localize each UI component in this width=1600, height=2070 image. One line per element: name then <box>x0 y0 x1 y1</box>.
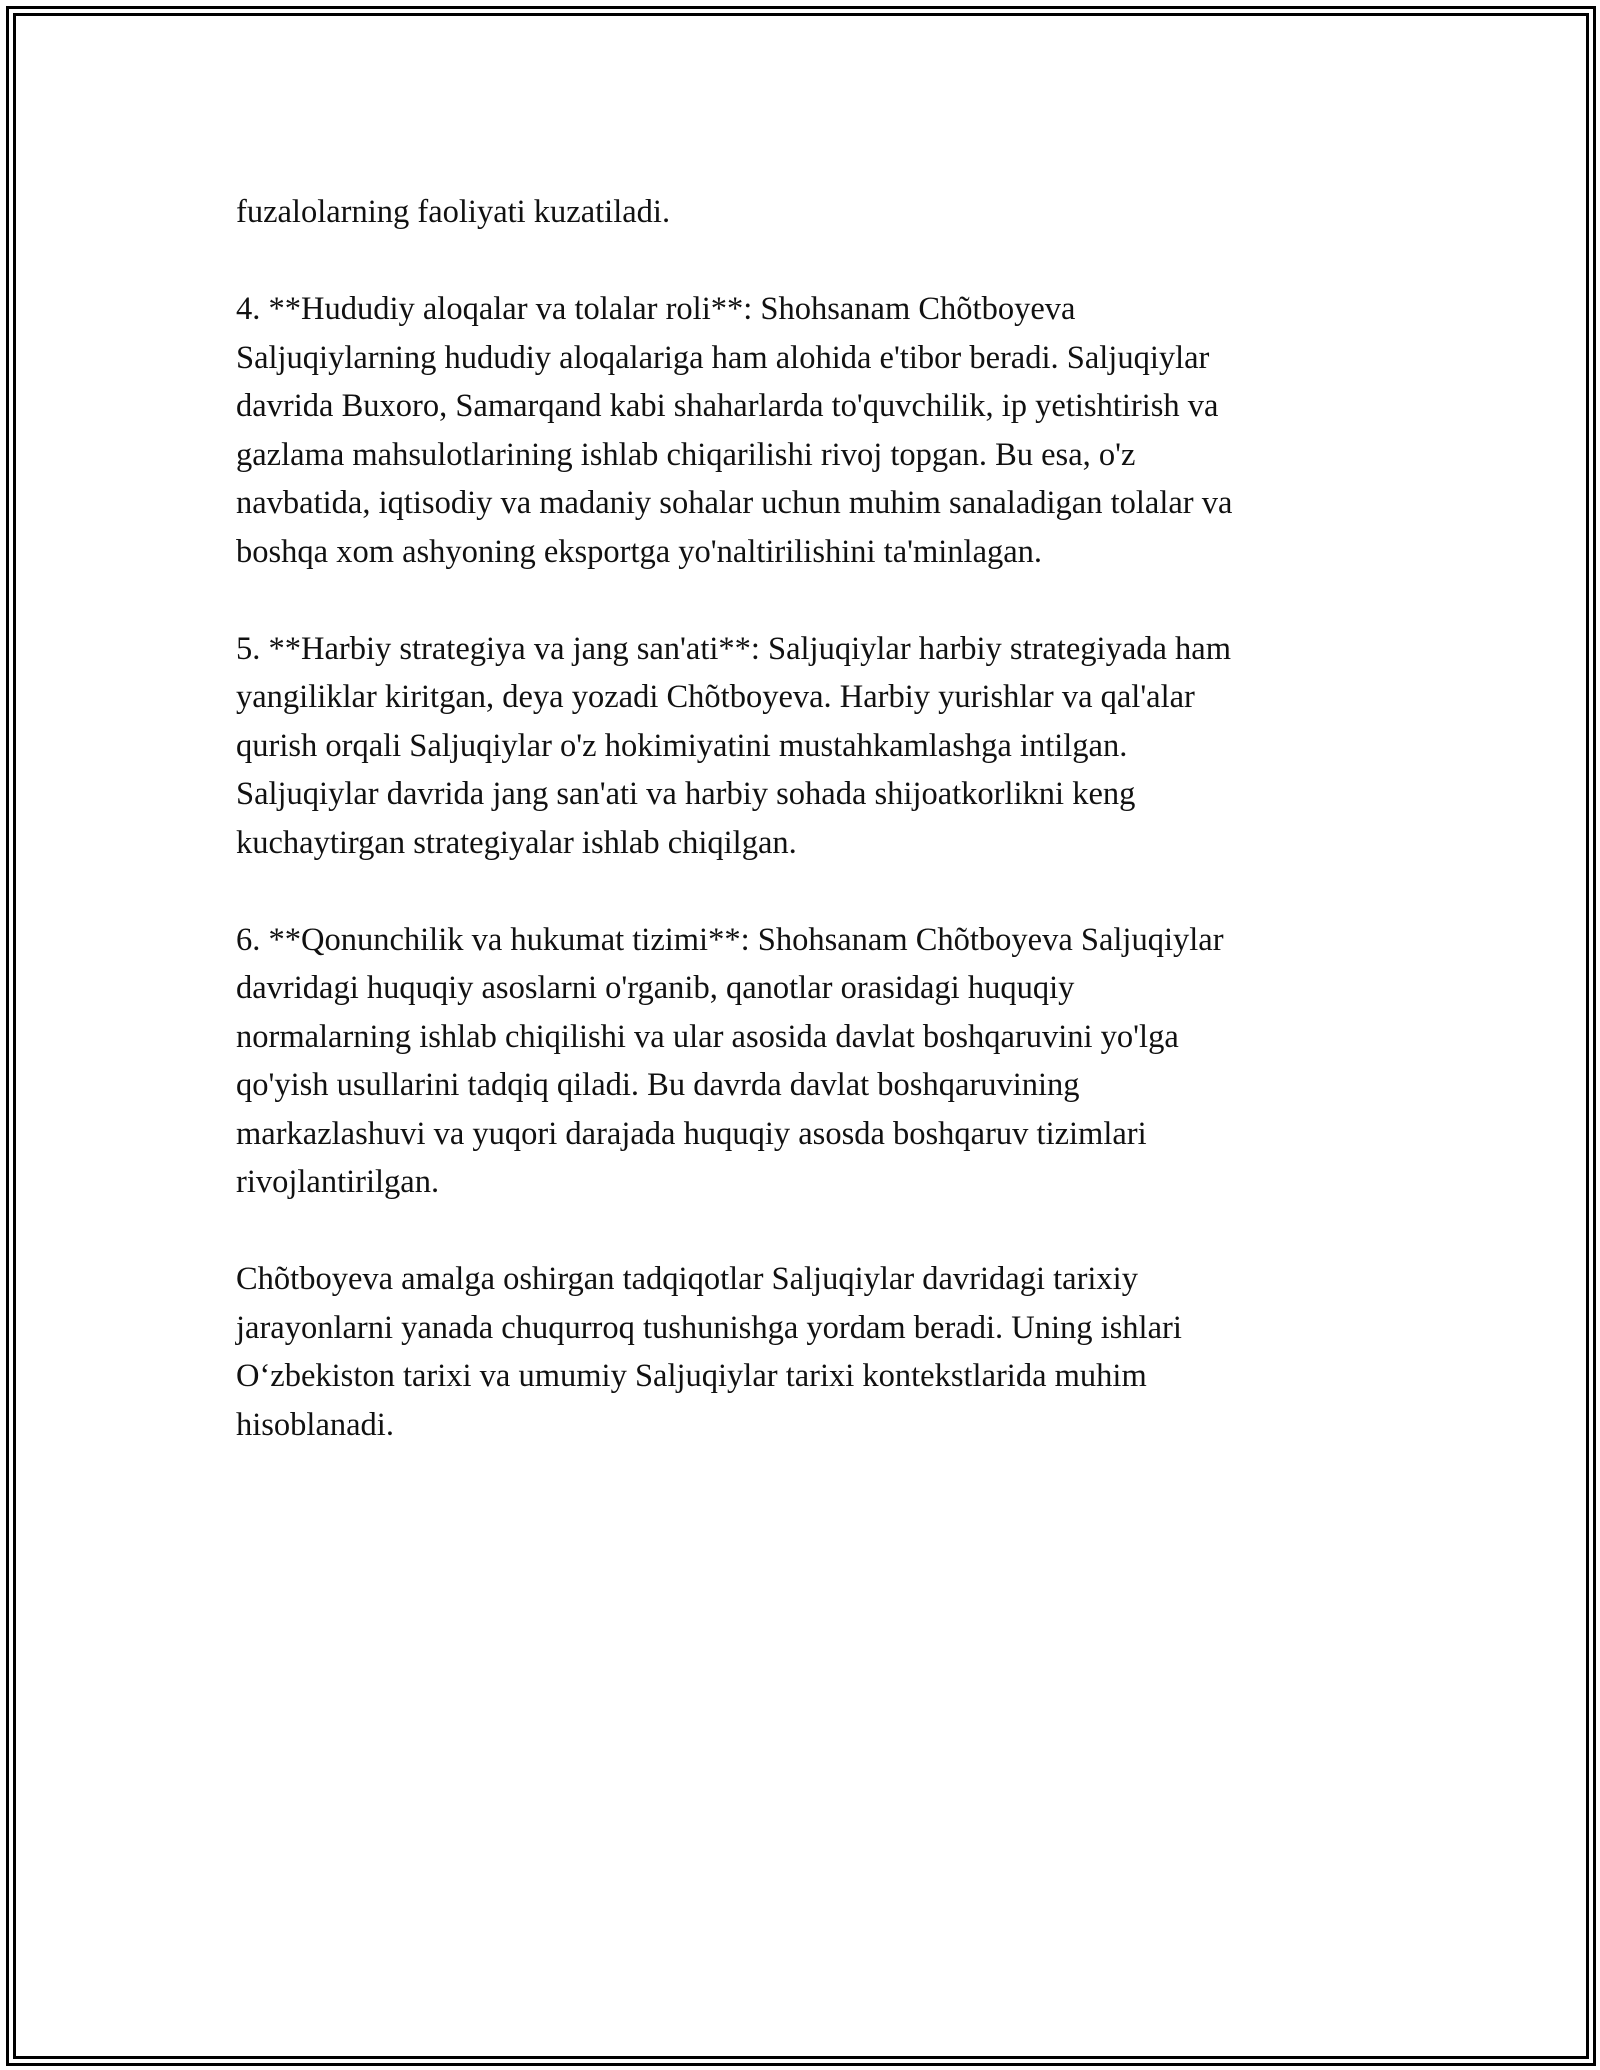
paragraph-item-6: 6. **Qonunchilik va hukumat tizimi**: Shohsanam Chõtboyeva Saljuqiylar davridagi huquqiy asoslarni o'rganib, qanotlar orasidagi huquqiy normalarning ishlab chiqilishi va ular asosida davlat boshqaruvini yo'lga qo'yish usullarini tadqiq qiladi. Bu davrda davlat boshqaruvining markazlashuvi va yuqori darajada huquqiy asosda boshqaruv tizimlari rivojlantirilgan. <box>236 921 1224 1200</box>
paragraph-item-5: 5. **Harbiy strategiya va jang san'ati**: Saljuqiylar harbiy strategiyada ham yangiliklar kiritgan, deya yozadi Chõtboyeva. Harbiy yurishlar va qal'alar qurish orqali Saljuqiylar o'z hokimiyatini mustahkamlashga intilgan. Saljuqiylar davrida jang san'ati va harbiy sohada shijoatkorlikni keng kuchaytirgan strategiyalar ishlab chiqilgan. <box>236 630 1232 861</box>
paragraph-item-4: 4. **Hududiy aloqalar va tolalar roli**: Shohsanam Chõtboyeva Saljuqiylarning hududiy aloqalariga ham alohida e'tibor beradi. Saljuqiylar davrida Buxoro, Samarqand kabi shaharlarda to'quvchilik, ip yetishtirish va gazlama mahsulotlarining ishlab chiqarilishi rivoj topgan. Bu esa, o'z navbatida, iqtisodiy va madaniy sohalar uchun muhim sanaladigan tolalar va boshqa xom ashyoning eksportga yo'naltirilishini ta'minlagan. <box>236 291 1233 570</box>
paragraph-continuation: fuzalolarning faoliyati kuzatiladi. <box>236 194 671 230</box>
document-body <box>236 188 1376 1449</box>
paragraph-conclusion: Chõtboyeva amalga oshirgan tadqiqotlar Saljuqiylar davridagi tarixiy jarayonlarni yanada chuqurroq tushunishga yordam beradi. Uning ishlari O‘zbekiston tarixi va umumiy Saljuqiylar tarixi kontekstlarida muhim hisoblanadi. <box>236 1261 1182 1443</box>
